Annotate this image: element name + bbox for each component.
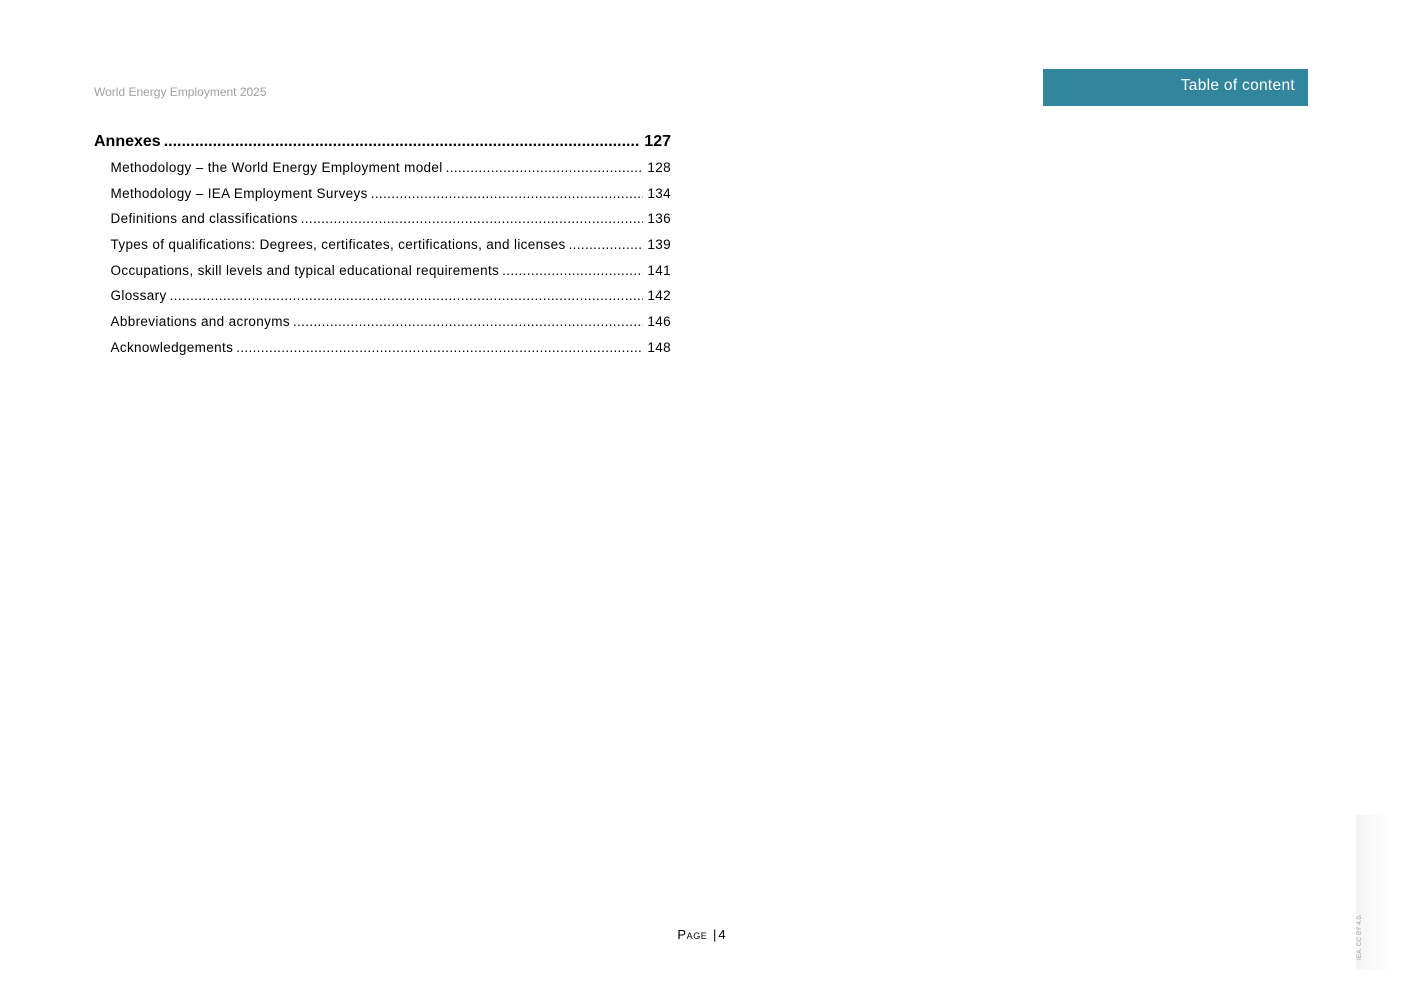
toc-entry[interactable]	[94, 155, 671, 181]
page-word: Page	[677, 927, 708, 942]
page-footer	[0, 927, 1403, 942]
toc-entry-label: Types of qualifications: Degrees, certificates, certifications, and licenses	[110, 237, 566, 253]
toc-entry[interactable]	[94, 232, 671, 258]
toc-entry[interactable]	[94, 335, 671, 361]
toc-dot-leader	[301, 206, 644, 232]
table-of-content-tab[interactable]	[1043, 69, 1308, 106]
toc-entry-label: Glossary	[110, 288, 167, 304]
toc-entry[interactable]	[94, 258, 671, 284]
toc-entry-label: Methodology – the World Energy Employment model	[110, 160, 443, 175]
toc-entry-page: 134	[647, 185, 671, 201]
toc-entry-page: 148	[647, 339, 671, 355]
toc-section-annexes[interactable]	[94, 130, 671, 153]
toc-entry-page: 128	[647, 160, 671, 175]
document-title: World Energy Employment 2025	[94, 85, 267, 99]
toc-entry[interactable]	[94, 181, 671, 207]
toc-entry[interactable]	[94, 309, 671, 335]
toc-entry-page: 146	[647, 314, 671, 330]
table-of-content-tab-label: Table of content	[1180, 77, 1295, 94]
toc-dot-leader	[446, 155, 644, 181]
toc-dot-leader	[293, 309, 643, 335]
toc-dot-leader	[164, 130, 641, 153]
toc-entry-label: Definitions and classifications	[110, 211, 298, 227]
toc-dot-leader	[502, 258, 643, 284]
toc-dot-leader	[170, 283, 644, 309]
toc-entry-page: 139	[647, 237, 671, 253]
toc-entry-label: Methodology – IEA Employment Surveys	[110, 185, 368, 201]
license-text: IEA. CC BY 4.0.	[1357, 914, 1363, 960]
toc-entry-label: Acknowledgements	[110, 339, 234, 355]
toc-dot-leader	[569, 232, 644, 258]
page-separator: |	[713, 927, 717, 942]
toc-section-label: Annexes	[94, 133, 161, 150]
toc-dot-leader	[371, 181, 644, 207]
toc-entry-page: 141	[647, 262, 671, 278]
table-of-contents	[94, 130, 671, 361]
toc-entry[interactable]	[94, 283, 671, 309]
toc-entry-label: Abbreviations and acronyms	[110, 314, 290, 330]
toc-entry-page: 136	[647, 211, 671, 227]
toc-entry-label: Occupations, skill levels and typical educational requirements	[110, 262, 500, 278]
toc-entry-page: 142	[647, 288, 671, 304]
page-number: 4	[718, 927, 726, 942]
toc-section-page: 127	[644, 133, 671, 150]
toc-entry[interactable]	[94, 206, 671, 232]
toc-dot-leader	[236, 335, 643, 361]
